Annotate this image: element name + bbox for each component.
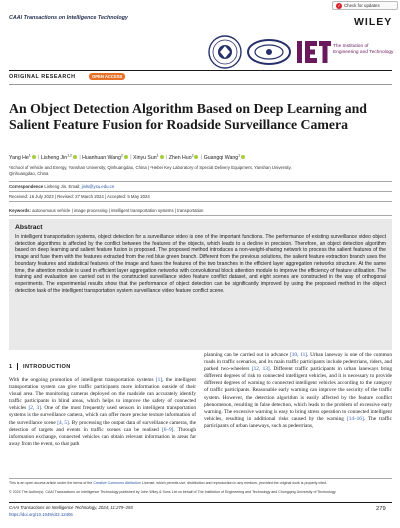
orcid-icon[interactable] xyxy=(73,155,77,159)
article-title: An Object Detection Algorithm Based on Deep Learning and Salient Feature Fusion for Roadside Surveillance Camera xyxy=(9,101,367,132)
section-title: INTRODUCTION xyxy=(23,364,71,370)
divider xyxy=(9,70,392,71)
author[interactable] xyxy=(204,155,246,161)
body-column-left xyxy=(9,377,196,448)
orcid-icon[interactable] xyxy=(124,155,128,159)
orcid-icon[interactable] xyxy=(160,155,164,159)
doi-link[interactable]: https://doi.org/10.1049/cit2.12406 xyxy=(9,512,73,517)
section-number: 1 xyxy=(9,364,13,370)
keywords-label: Keywords: xyxy=(9,208,31,213)
email-link[interactable]: jinls@ysu.edu.cn xyxy=(81,184,115,189)
author-separator: | xyxy=(164,154,169,161)
author-name: Yang He xyxy=(9,154,29,161)
author-name: Lisheng Jin xyxy=(40,154,68,161)
body-text: . Different traffic participants in urban laneways bring different degrees of risk to connected intelligent vehicles, and it is necessary to provide different degrees of warning to connected intelligent vehicles according to the category of traffic participants. Reasonable early warning can improve the security of the traffic system. However, the detection algorithm is easily affected by the feature conflict phenomenon, resulting in false detection, which leads to the problem of excessive early warning. The excessive warning is easy to bring stress operation to connected intelligent vehicles, resulting in additional risks caused by the warning xyxy=(204,366,392,422)
body-text: . One of the most frequently used sensors in intelligent transportation systems is the surveillance camera, which can offer more precise texture information of the surveillance scene xyxy=(9,405,196,426)
abstract-box xyxy=(9,219,392,350)
citation-link[interactable]: [14–16] xyxy=(346,415,364,422)
author-affiliation-mark: 2 xyxy=(120,153,123,157)
abstract-text: In intelligent transportation systems, object detection for a surveillance video is one of the important functions. The performance of existing surveillance video object detection algorithms is affected by the conflict between the features of the objects, which leads to a decline in precision. Therefore, an object detection algorithm based on deep learning and salient feature fusion is proposed. The proposed method introduces a non-weight-sharing network to process the salient features of the image and fuse them with the features extracted from the red blue green branch. Different from the previous solutions, the salient feature extraction branch uses the boundary features and statistical features of the image and fuses the features of the two branches in the efficient layer aggregation networks structure. At the same time, the attention module is used in efficient layer aggregation networks with convolutional block attention module to improve the efficiency of feature utilisation. The training and evaluation are carried out in the constructed surveillance video feature conflict dataset, and eight scenes are constructed in the way of orthogonal experiments. The experimental results show that the performance of object detection can be significantly improved by using the proposed method in the object detection task of the intelligent transportation system surveillance video feature conflict scene. xyxy=(15,234,386,294)
body-text: . By processing the output data of surveillance cameras, the detection of targets and events in traffic scenes can be realised xyxy=(9,419,196,433)
divider xyxy=(9,201,392,202)
article-type: ORIGINAL RESEARCH xyxy=(9,74,76,80)
citation-link[interactable]: [6–9] xyxy=(161,426,174,433)
body-text: . Urban laneway is one of the common roads in traffic scenarios, and its main traffic participants include pedestrians, riders, and parked two-wheelers xyxy=(204,352,392,373)
license-link[interactable]: Creative Commons Attribution xyxy=(93,481,142,485)
author-separator: | xyxy=(199,154,204,161)
affiliations xyxy=(9,165,389,176)
author[interactable] xyxy=(9,155,37,161)
correspondence-label: Correspondence xyxy=(9,184,44,189)
author-name: Zhen Huo xyxy=(168,154,192,161)
email-label: Email: xyxy=(68,184,81,189)
orcid-icon[interactable] xyxy=(241,155,245,159)
author[interactable] xyxy=(82,155,129,161)
caai-seal-icon xyxy=(208,35,242,69)
body-text: . The traffic participants of urban laneways, such as pedestrians, xyxy=(204,415,392,429)
check-for-updates-button[interactable] xyxy=(332,1,398,10)
citation-link[interactable]: [4, 5] xyxy=(57,419,69,426)
check-updates-label: Check for updates xyxy=(344,3,380,8)
body-text: . Through information exchange, connected vehicles can obtain relevant information in areas far away from the event, so that path xyxy=(9,426,197,447)
caai-oval-logo-icon xyxy=(246,38,292,66)
body-text: planning can be carried out in advance xyxy=(204,352,290,358)
iet-name xyxy=(333,44,393,56)
section-divider xyxy=(17,363,18,370)
copyright-note: © 2024 The Author(s). CAAI Transactions on Intelligence Technology published by John Wiley & Sons Ltd on behalf of The Institution of Engineering and Technology and Chongqing University of Technology. xyxy=(9,490,337,494)
author-affiliation-mark: 1,2 xyxy=(67,153,72,157)
divider xyxy=(9,478,392,479)
body-text: With the ongoing promotion of intelligent transportation systems xyxy=(9,377,156,383)
abstract-heading: Abstract xyxy=(15,224,43,231)
update-icon: ✓ xyxy=(337,2,341,8)
citation-link[interactable]: [2, 3] xyxy=(28,405,41,412)
body-text: , the intelligent transportation system can give traffic participants more information outside of their visual area. The monitoring cameras deployed on the roadside can accurately identify traffic participants in blind areas, which helps to improve the safety of connected vehicles xyxy=(9,377,196,412)
divider xyxy=(9,191,392,192)
author[interactable] xyxy=(41,155,78,161)
orcid-icon[interactable] xyxy=(32,155,36,159)
open-access-badge: OPEN ACCESS xyxy=(89,73,125,80)
citation-link[interactable]: [10, 11] xyxy=(290,352,307,358)
author-name: Guangqi Wang xyxy=(203,154,239,161)
article-dates: Received: 16 July 2023 | Revised: 27 March 2024 | Accepted: 5 May 2024 xyxy=(9,194,150,199)
author[interactable] xyxy=(169,155,200,161)
author-affiliation-mark: 1 xyxy=(238,153,241,157)
affiliation-line-1: ¹School of Vehicle and Energy, Yanshan University, Qinhuangdao, China | ²Hebei Key Laboratory of Special Delivery Equipment, Yanshan University, xyxy=(9,165,292,170)
author-separator: | xyxy=(128,154,134,161)
author-name: Xinyu Sun xyxy=(133,154,157,161)
journal-name: CAAI Transactions on Intelligence Technology xyxy=(9,15,128,21)
journal-reference: CAAI Transactions on Intelligence Technology, 2024; 11:279–293 xyxy=(9,505,133,510)
divider xyxy=(9,502,392,503)
author-list xyxy=(9,153,389,161)
affiliation-line-2: Qinhuangdao, China xyxy=(9,170,49,176)
page-number: 279 xyxy=(376,506,386,512)
license-note xyxy=(9,481,392,486)
license-text: License, which permits use, distribution and reproduction in any medium, provided the original work is properly cited. xyxy=(141,481,328,485)
author-separator: | xyxy=(36,154,41,161)
orcid-icon[interactable] xyxy=(191,153,198,159)
author[interactable] xyxy=(133,155,165,161)
license-text: This is an open access article under the terms of the xyxy=(9,481,94,485)
correspondence-name: Lisheng Jin. xyxy=(44,184,68,189)
publisher-logo: WILEY xyxy=(354,16,393,28)
author-affiliation-mark: 2 xyxy=(191,153,194,157)
divider xyxy=(9,215,392,216)
keywords xyxy=(9,208,203,213)
divider xyxy=(9,181,392,182)
iet-logo-icon xyxy=(296,38,332,66)
citation-link[interactable]: [1] xyxy=(155,377,163,383)
correspondence xyxy=(9,184,114,189)
author-affiliation-mark: 1 xyxy=(156,153,159,157)
keywords-list: autonomous vehicle | image processing | intelligent transportation systems | transportation xyxy=(32,208,204,213)
iet-line-2: Engineering and Technology xyxy=(333,49,394,55)
author-name: Huanhuan Wang xyxy=(82,154,121,161)
divider xyxy=(9,84,392,85)
iet-line-1: The Institution of xyxy=(333,44,369,49)
author-affiliation-mark: 1 xyxy=(28,153,31,157)
citation-link[interactable]: [12, 13] xyxy=(251,366,270,373)
body-column-right xyxy=(204,352,392,430)
author-separator: | xyxy=(77,154,83,161)
